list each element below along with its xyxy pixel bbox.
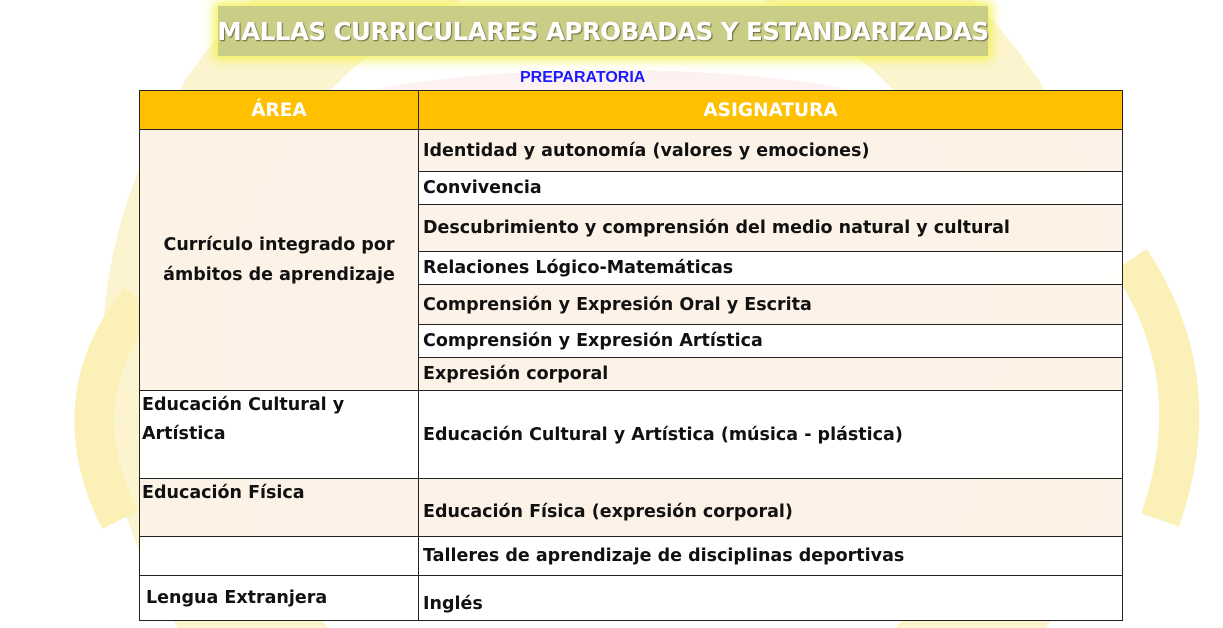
subject-cell: Comprensión y Expresión Oral y Escrita bbox=[419, 285, 1123, 325]
subject-cell: Educación Física (expresión corporal) bbox=[419, 479, 1123, 537]
title-banner bbox=[218, 6, 988, 56]
table-row bbox=[140, 391, 1123, 479]
subject-cell: Talleres de aprendizaje de disciplinas deportivas bbox=[419, 537, 1123, 576]
subject-cell: Expresión corporal bbox=[419, 358, 1123, 391]
subject-cell: Inglés bbox=[419, 576, 1123, 621]
subject-cell: Descubrimiento y comprensión del medio natural y cultural bbox=[419, 205, 1123, 252]
level-subtitle: PREPARATORIA bbox=[520, 69, 646, 86]
subject-cell: Identidad y autonomía (valores y emociones) bbox=[419, 130, 1123, 172]
table-row bbox=[140, 130, 1123, 172]
table-row bbox=[140, 479, 1123, 537]
area-fisica: Educación Física bbox=[140, 479, 419, 537]
area-curriculo: Currículo integrado por ámbitos de aprendizaje bbox=[140, 130, 419, 391]
column-header-area: ÁREA bbox=[140, 91, 419, 130]
subject-cell: Comprensión y Expresión Artística bbox=[419, 325, 1123, 358]
page-title: MALLAS CURRICULARES APROBADAS Y ESTANDARIZADAS bbox=[217, 16, 989, 46]
table-header-row bbox=[140, 91, 1123, 130]
area-empty bbox=[140, 537, 419, 576]
subject-cell: Educación Cultural y Artística (música - plástica) bbox=[419, 391, 1123, 479]
subject-cell: Convivencia bbox=[419, 172, 1123, 205]
subject-cell: Relaciones Lógico-Matemáticas bbox=[419, 252, 1123, 285]
table-row bbox=[140, 537, 1123, 576]
table-row bbox=[140, 576, 1123, 621]
area-cultural: Educación Cultural y Artística bbox=[140, 391, 419, 479]
column-header-asignatura: ASIGNATURA bbox=[419, 91, 1123, 130]
curriculum-table bbox=[139, 90, 1123, 621]
area-lengua: Lengua Extranjera bbox=[140, 576, 419, 621]
